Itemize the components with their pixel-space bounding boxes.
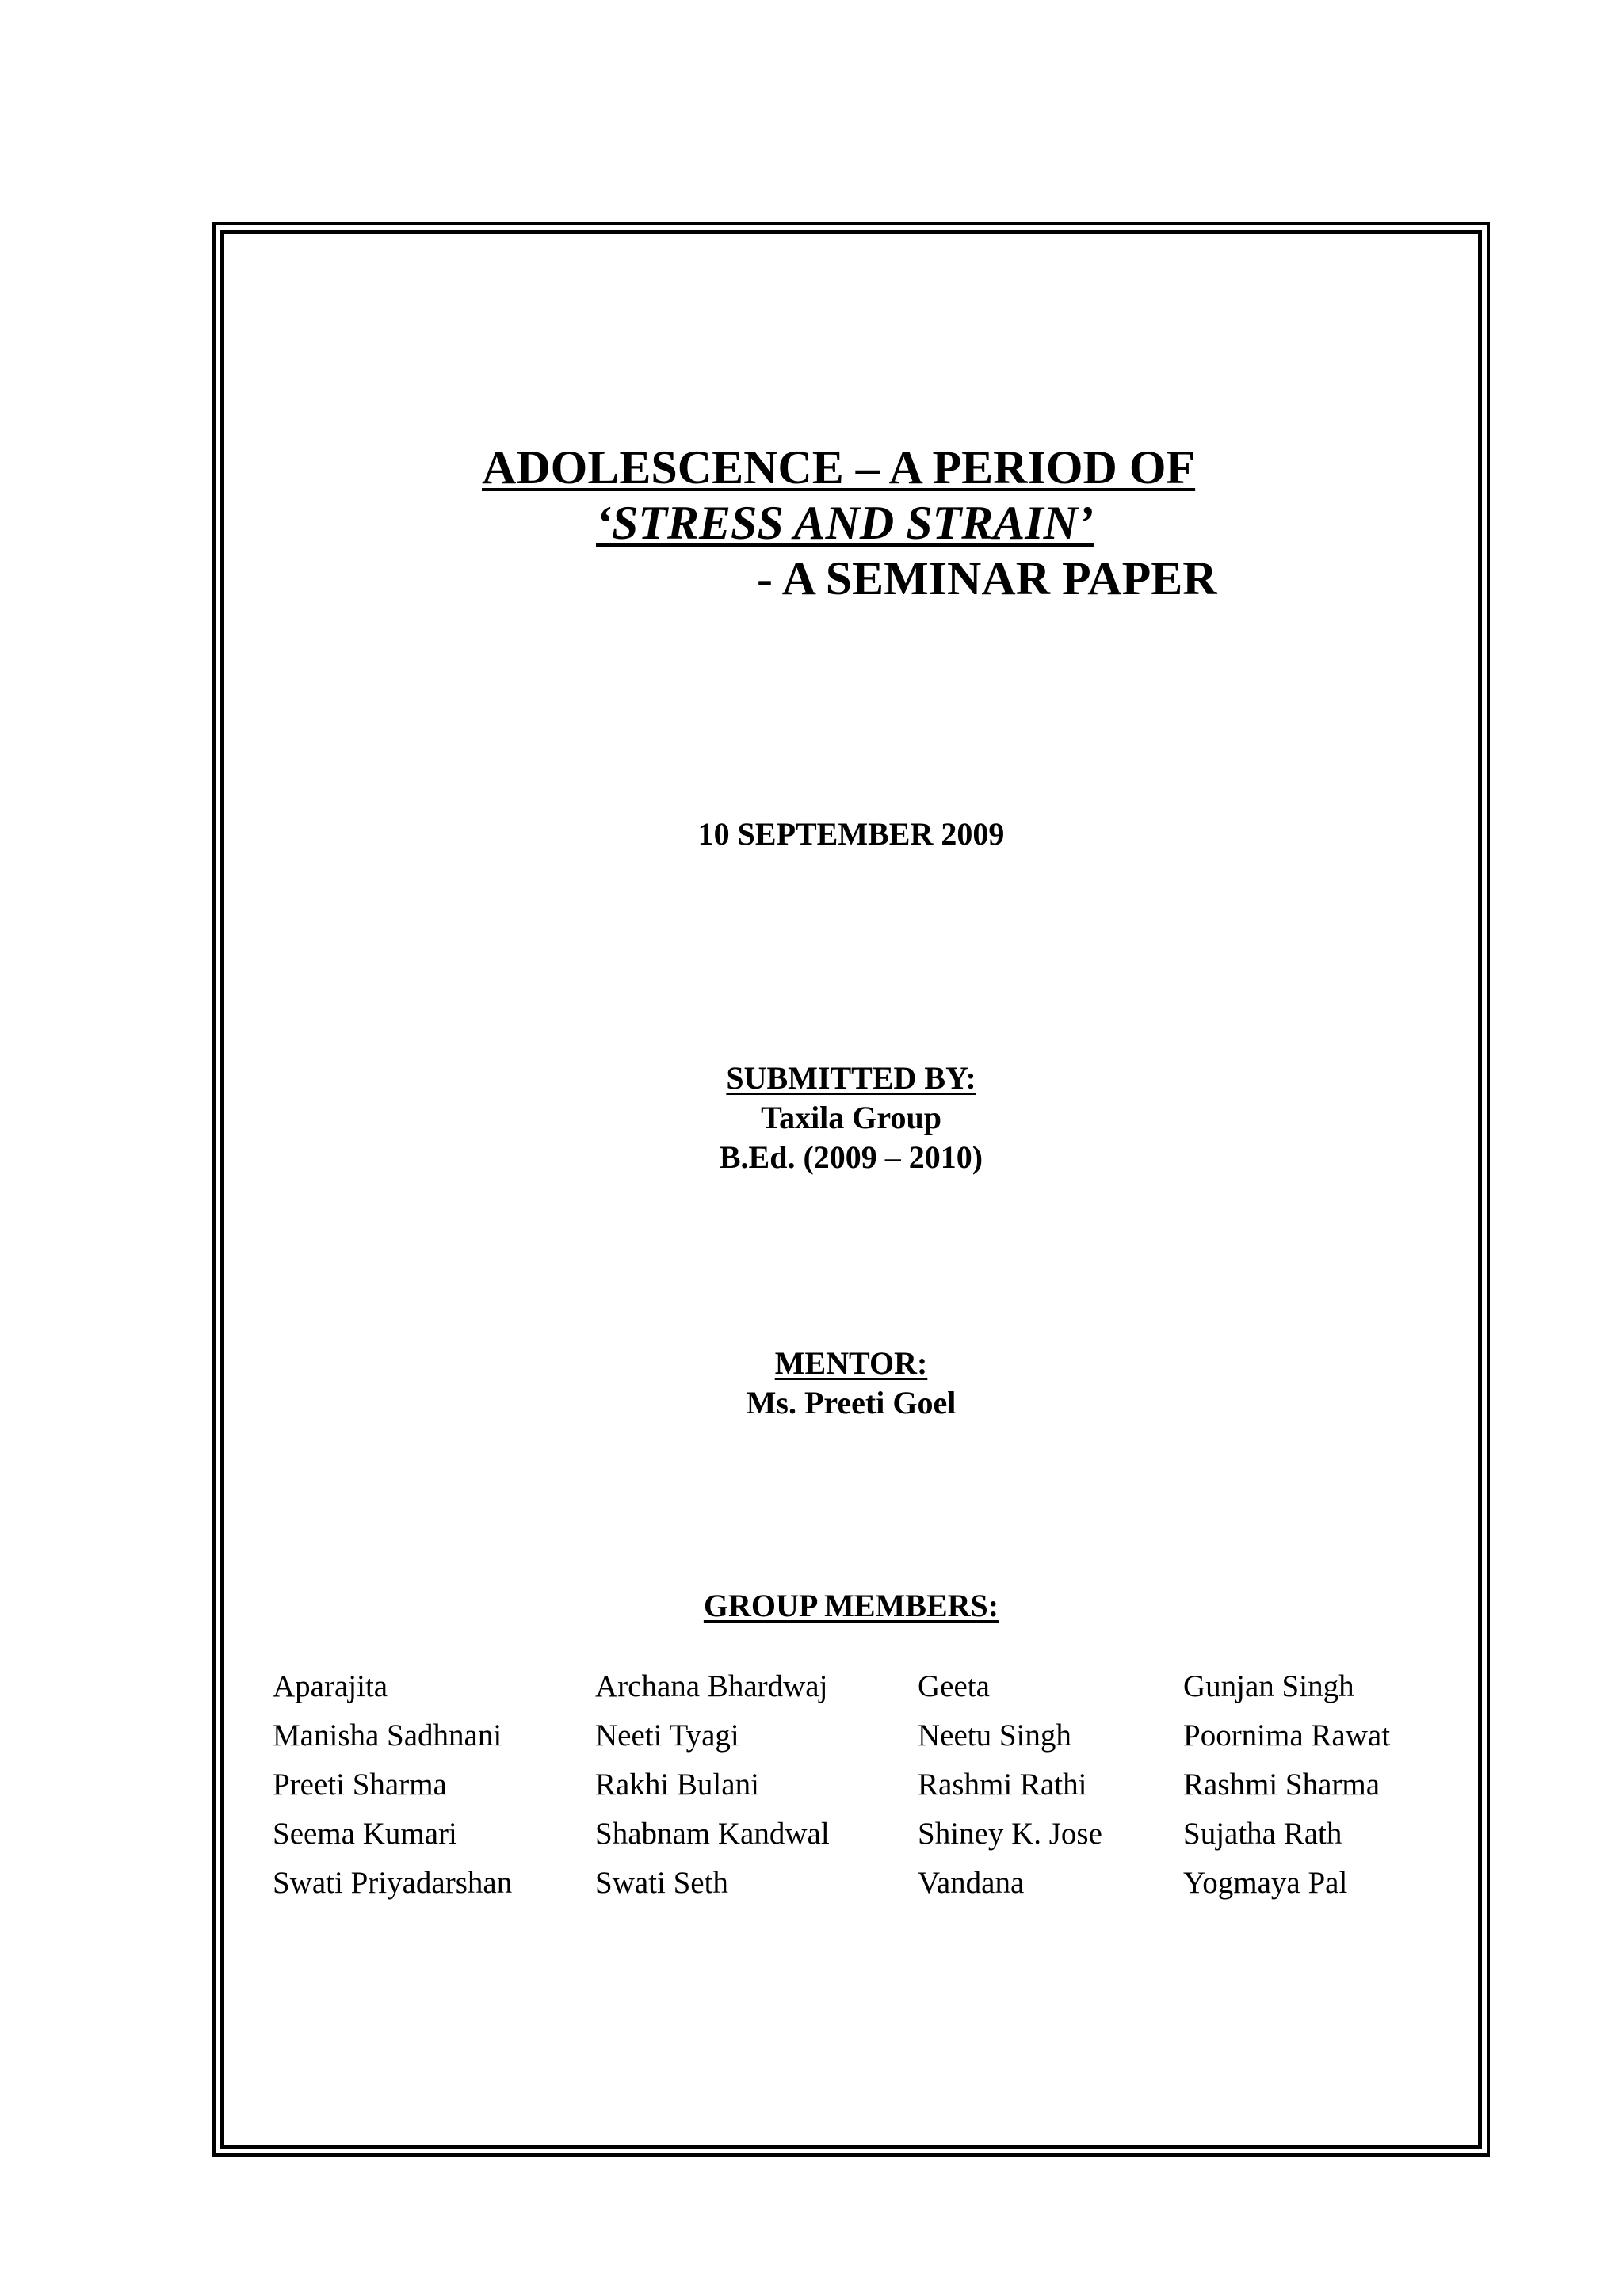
member-name: Geeta: [918, 1669, 990, 1703]
member-name: Seema Kumari: [273, 1817, 457, 1851]
member-name: Neeti Tyagi: [595, 1718, 739, 1753]
member-name: Gunjan Singh: [1183, 1669, 1354, 1703]
member-name: Swati Seth: [595, 1866, 728, 1900]
member-name: Rakhi Bulani: [595, 1768, 759, 1802]
member-name: Preeti Sharma: [273, 1768, 447, 1802]
member-name: Poornima Rawat: [1183, 1718, 1391, 1753]
member-name: Swati Priyadarshan: [273, 1866, 513, 1900]
mentor-name: Ms. Preeti Goel: [746, 1385, 957, 1421]
title-line-2: [596, 499, 1094, 547]
member-name: Shiney K. Jose: [918, 1817, 1102, 1851]
date: 10 SEPTEMBER 2009: [697, 816, 1005, 852]
group-name: Taxila Group: [761, 1100, 941, 1135]
mentor-heading: MENTOR:: [774, 1345, 928, 1381]
member-name: Sujatha Rath: [1183, 1817, 1342, 1851]
member-name: Neetu Singh: [918, 1718, 1071, 1753]
member-name: Shabnam Kandwal: [595, 1817, 830, 1851]
submitted-by-section: [220, 1058, 1482, 1177]
title-line-1-text: ADOLESCENCE – A PERIOD OF: [482, 441, 1196, 494]
group-members-heading-row: [220, 1586, 1482, 1626]
title-line-1: [482, 441, 1196, 494]
member-name: Archana Bhardwaj: [595, 1669, 828, 1703]
member-name: Manisha Sadhnani: [273, 1718, 502, 1753]
member-name: Vandana: [918, 1866, 1025, 1900]
member-name: Rashmi Rathi: [918, 1768, 1087, 1802]
member-name: Rashmi Sharma: [1183, 1768, 1381, 1802]
group-members-list: [273, 1662, 1461, 1908]
member-name: Yogmaya Pal: [1183, 1866, 1348, 1900]
title-line-3: - A SEMINAR PAPER: [757, 552, 1217, 605]
member-name: Aparajita: [273, 1669, 388, 1703]
title-line-2-text: ‘STRESS AND STRAIN’: [596, 497, 1094, 549]
course-name: B.Ed. (2009 – 2010): [719, 1139, 983, 1175]
mentor-section: [220, 1344, 1482, 1423]
group-members-heading: GROUP MEMBERS:: [703, 1588, 999, 1623]
submitted-by-heading: SUBMITTED BY:: [726, 1060, 976, 1096]
